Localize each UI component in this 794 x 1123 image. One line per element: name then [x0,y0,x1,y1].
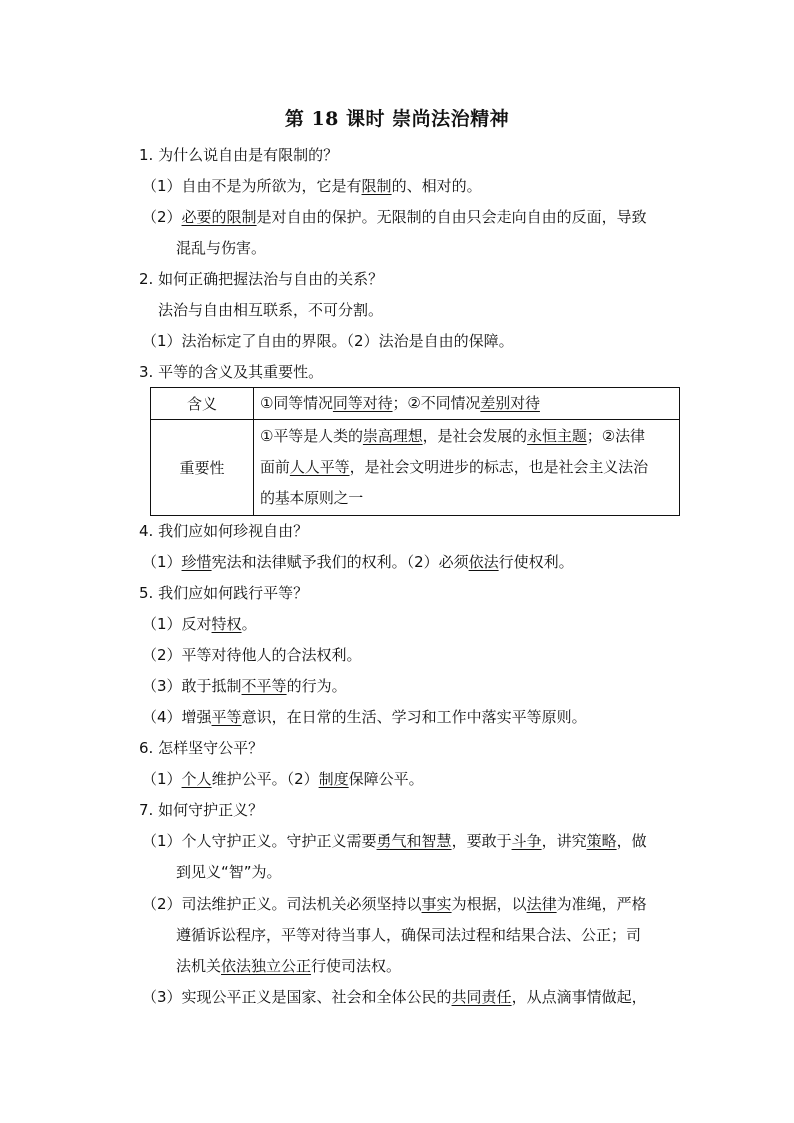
text-run: 到见义“智”为。 [176,863,282,881]
text-run: （1）个人守护正义。守护正义需要 [142,832,377,850]
text-run: ；②法律 [586,427,645,445]
text-run: （1）法治标定了自由的界限。（2）法治是自由的保障。 [142,332,514,350]
text-run: 混乱与伤害。 [176,239,267,257]
answer-keyword: 依法独立公正 [221,957,312,975]
text-run: ，从点滴事情做起， [511,988,647,1006]
answer-keyword: 依法 [468,553,499,571]
answer-1-2-cont [176,238,266,258]
answer-keyword: 特权 [211,615,242,633]
text-run: 法治与自由相互联系，不可分割。 [158,301,384,319]
answer-keyword: 勇气和智慧 [376,832,452,850]
answer-6-1 [142,769,424,789]
text-run: 的行为。 [286,677,347,695]
answer-keyword: 崇高理想 [362,427,423,445]
question-2 [139,269,383,289]
text-run: 6. 怎样坚守公平？ [139,739,264,757]
answer-keyword: 差别对待 [480,394,540,412]
row-content-meaning [254,388,680,420]
answer-1-2 [142,207,647,227]
answer-7-1-cont [176,862,282,882]
answer-keyword: 同等对待 [332,394,393,412]
text-run: 遵循诉讼程序，平等对待当事人，确保司法过程和结果合法、公正；司 [176,926,642,944]
text-run: （2） [142,208,182,226]
answer-keyword: 平等 [211,708,242,726]
page-title: 第 18 课时 崇尚法治精神 [284,108,510,130]
answer-keyword: 珍惜 [181,553,212,571]
question-5 [139,583,308,603]
answer-keyword: 人人平等 [289,458,350,476]
question-6 [139,738,263,758]
text-run: 的基本原则之一 [260,489,364,507]
answer-keyword: 斗争 [511,832,542,850]
text-run: （2）平等对待他人的合法权利。 [142,646,362,664]
answer-keyword: 限制 [361,177,392,195]
answer-keyword: 必要的限制 [181,208,257,226]
text-run: ；②不同情况 [392,394,481,412]
answer-keyword: 策略 [586,832,617,850]
text-run: 是对自由的保护。无限制的自由只会走向自由的反面，导致 [256,208,647,226]
text-run: 5. 我们应如何践行平等？ [139,584,309,602]
table-line [260,452,679,483]
text-run: 为根据，以 [451,895,527,913]
text-run: （1）反对 [142,615,212,633]
table-row-meaning [151,388,680,420]
table-line [260,421,679,452]
table-line [260,483,679,514]
answer-7-2-cont [176,925,641,945]
text-run: （1） [142,770,182,788]
answer-5-4 [142,707,587,727]
text-run: ，做 [616,832,647,850]
row-label-meaning: 含义 [151,388,254,420]
text-run: ①同等情况 [260,394,333,412]
text-run: 。 [241,615,257,633]
text-run: 宪法和法律赋予我们的权利。（2）必须 [211,553,469,571]
answer-7-1 [142,831,647,851]
text-run: 法机关 [176,957,222,975]
text-run: ，要敢于 [451,832,512,850]
text-run: 7. 如何守护正义？ [139,801,264,819]
text-run: （1）自由不是为所欲为，它是有 [142,177,362,195]
text-run: 面前 [260,458,290,476]
text-run: ，讲究 [541,832,587,850]
text-run: 行使司法权。 [311,957,402,975]
text-run: 行使权利。 [498,553,574,571]
question-3 [139,362,323,382]
answer-5-1 [142,614,257,634]
table-row-importance [151,420,680,516]
answer-7-2 [142,894,647,914]
question-7 [139,800,263,820]
text-run: 的、相对的。 [391,177,482,195]
row-label-importance: 重要性 [151,420,254,516]
text-run: （3）敢于抵制 [142,677,242,695]
answer-keyword: 事实 [421,895,452,913]
text-run: 1. 为什么说自由是有限制的？ [139,146,339,164]
table-line [260,388,679,419]
answer-keyword: 法律 [526,895,557,913]
question-1 [139,145,338,165]
text-run: 4. 我们应如何珍视自由？ [139,522,309,540]
answer-7-2-cont-2 [176,956,401,976]
answer-5-3 [142,676,347,696]
text-run: 2. 如何正确把握法治与自由的关系？ [139,270,384,288]
text-run: 保障公平。 [348,770,424,788]
text-run: 维护公平。（2） [211,770,319,788]
answer-7-3 [142,987,647,1007]
text-run: （3）实现公平正义是国家、社会和全体公民的 [142,988,452,1006]
text-run: 为准绳，严格 [556,895,647,913]
text-run: ，是社会发展的 [422,427,528,445]
answer-keyword: 个人 [181,770,212,788]
answer-2-intro [158,300,383,320]
equality-table [150,387,680,516]
answer-keyword: 制度 [318,770,349,788]
answer-5-2 [142,645,362,665]
answer-2-1 [142,331,514,351]
answer-keyword: 共同责任 [451,988,512,1006]
answer-keyword: 不平等 [241,677,287,695]
answer-4-1 [142,552,574,572]
text-run: ，是社会文明进步的标志，也是社会主义法治 [349,458,649,476]
answer-keyword: 永恒主题 [527,427,587,445]
question-4 [139,521,308,541]
answer-1-1 [142,176,482,196]
text-run: 意识，在日常的生活、学习和工作中落实平等原则。 [241,708,587,726]
text-run: 3. 平等的含义及其重要性。 [139,363,324,381]
text-run: （4）增强 [142,708,212,726]
text-run: ①平等是人类的 [260,427,363,445]
row-content-importance [254,420,680,516]
text-run: （1） [142,553,182,571]
text-run: （2）司法维护正义。司法机关必须坚持以 [142,895,422,913]
